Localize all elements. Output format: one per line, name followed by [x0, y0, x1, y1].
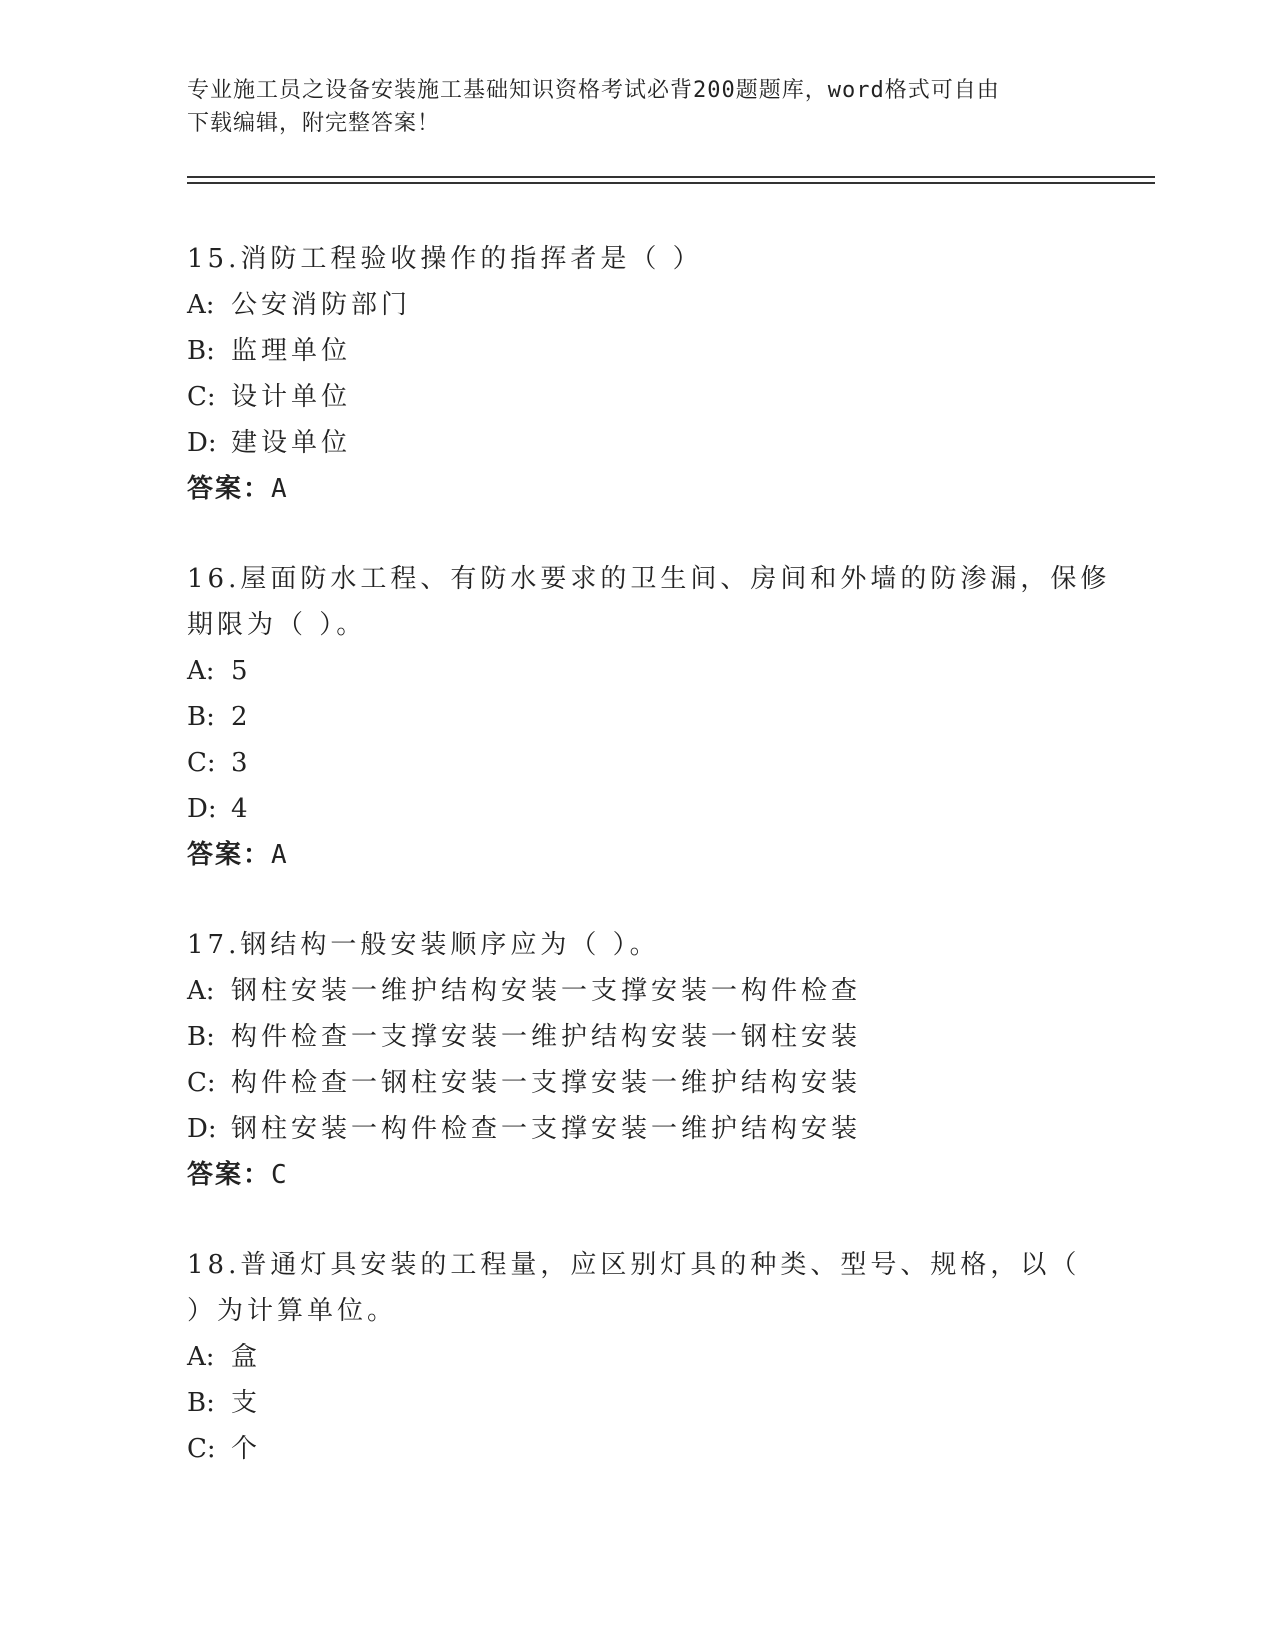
option-text: 4	[231, 794, 252, 824]
header-divider-top	[187, 176, 1155, 178]
option-key: D:	[187, 428, 217, 458]
question-text: 16.屋面防水工程、有防水要求的卫生间、房间和外墙的防渗漏，保修	[187, 564, 1111, 594]
answer-label: 答案：	[187, 474, 272, 504]
question-text-continued: ）为计算单位。	[187, 1296, 398, 1326]
option-d	[187, 1106, 1087, 1152]
option-key: B:	[187, 702, 215, 732]
option-b	[187, 1014, 1087, 1060]
option-text: 支	[231, 1388, 262, 1418]
answer-label: 答案：	[187, 840, 272, 870]
option-d	[187, 420, 1087, 466]
option-key: A:	[187, 656, 215, 686]
question-17	[187, 922, 1087, 1198]
option-text: 建设单位	[231, 428, 352, 458]
option-text: 监理单位	[231, 336, 352, 366]
option-text: 构件检查一钢柱安装一支撑安装一维护结构安装	[231, 1068, 862, 1098]
question-16	[187, 556, 1111, 878]
answer-value: C	[271, 1160, 291, 1190]
option-c	[187, 740, 1087, 786]
option-key: C:	[187, 1068, 216, 1098]
option-text: 2	[231, 702, 252, 732]
question-list	[187, 236, 1111, 1516]
question-text: 17.钢结构一般安装顺序应为（ ）。	[187, 930, 660, 960]
option-b	[187, 1380, 1087, 1426]
question-text: 18.普通灯具安装的工程量，应区别灯具的种类、型号、规格，以（	[187, 1250, 1081, 1280]
option-key: A:	[187, 1342, 215, 1372]
option-c	[187, 374, 1087, 420]
option-a	[187, 282, 1087, 328]
option-text: 3	[231, 748, 252, 778]
option-c	[187, 1060, 1087, 1106]
option-d	[187, 786, 1087, 832]
question-text-continued: 期限为（ ）。	[187, 610, 367, 640]
option-text: 公安消防部门	[231, 290, 412, 320]
option-key: C:	[187, 748, 216, 778]
answer-line	[187, 1152, 1087, 1198]
option-key: A:	[187, 976, 215, 1006]
answer-value: A	[271, 840, 291, 870]
option-text: 盒	[231, 1342, 262, 1372]
option-text: 设计单位	[231, 382, 352, 412]
option-key: B:	[187, 336, 215, 366]
answer-value: A	[271, 474, 291, 504]
document-header	[187, 74, 1067, 140]
option-key: B:	[187, 1388, 215, 1418]
option-text: 钢柱安装一构件检查一支撑安装一维护结构安装	[231, 1114, 862, 1144]
question-15	[187, 236, 1087, 512]
option-c	[187, 1426, 1087, 1472]
option-a	[187, 1334, 1087, 1380]
answer-line	[187, 832, 1087, 878]
option-text: 5	[231, 656, 252, 686]
option-key: D:	[187, 1114, 217, 1144]
option-text: 钢柱安装一维护结构安装一支撑安装一构件检查	[231, 976, 862, 1006]
option-key: A:	[187, 290, 215, 320]
option-text: 构件检查一支撑安装一维护结构安装一钢柱安装	[231, 1022, 862, 1052]
answer-line	[187, 466, 1087, 512]
header-divider-bottom	[187, 182, 1155, 184]
option-b	[187, 328, 1087, 374]
option-key: C:	[187, 1434, 216, 1464]
option-a	[187, 648, 1087, 694]
header-line-2: 下载编辑，附完整答案！	[187, 111, 441, 136]
option-key: D:	[187, 794, 217, 824]
option-b	[187, 694, 1087, 740]
question-text: 15.消防工程验收操作的指挥者是（ ）	[187, 244, 703, 274]
option-text: 个	[231, 1434, 262, 1464]
option-key: C:	[187, 382, 216, 412]
answer-label: 答案：	[187, 1160, 272, 1190]
question-18	[187, 1242, 1087, 1472]
option-key: B:	[187, 1022, 215, 1052]
header-line-1: 专业施工员之设备安装施工基础知识资格考试必背200题题库，word格式可自由	[187, 78, 1000, 103]
option-a	[187, 968, 1087, 1014]
